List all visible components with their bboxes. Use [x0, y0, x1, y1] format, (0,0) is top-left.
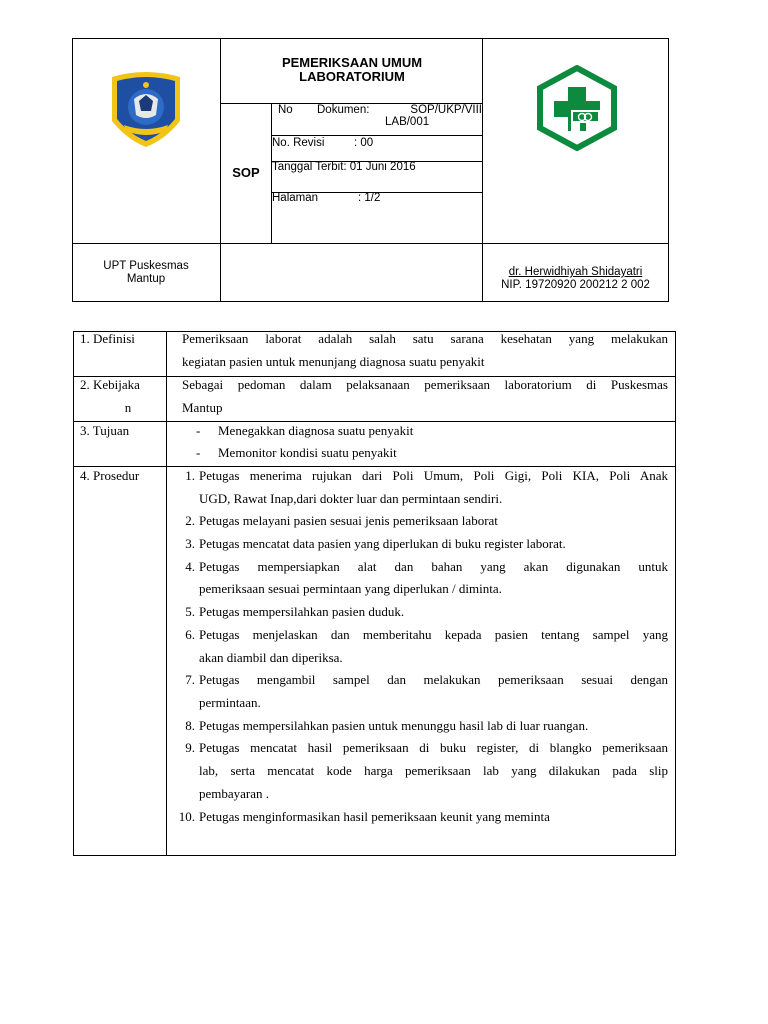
step-number: 10. — [178, 808, 195, 824]
step-text-line: Petugas mempersilahkan pasien duduk. — [199, 604, 405, 620]
sop-label: SOP — [232, 165, 260, 180]
org-line: Mantup — [126, 273, 166, 285]
text-line: Sebagai pedoman dalam pelaksanaan pemeriksaan laboratorium di Puskesmas — [182, 377, 668, 392]
page-key: Halaman — [272, 192, 319, 204]
step-number: 1. — [185, 468, 195, 483]
list-item-text: Memonitor kondisi suatu penyakit — [218, 445, 397, 460]
step-text-line: permintaan. — [199, 694, 261, 710]
step-number: 7. — [185, 672, 195, 688]
divider — [271, 135, 482, 136]
divider — [73, 243, 669, 244]
org-line: UPT Puskesmas — [103, 260, 189, 272]
revision-number — [272, 137, 373, 149]
step-text-line: Petugas mengambil sampel dan melakukan pemeriksaan sesuai dengan — [199, 672, 668, 688]
step-text-line: Petugas menjelaskan dan memberitahu kepada pasien tentang sampel yang — [199, 626, 668, 642]
definisi-text — [182, 328, 668, 373]
step-text-line: Petugas mencatat hasil pemeriksaan di buku register, di blangko pemeriksaan — [199, 740, 668, 756]
list-item: - Menegakkan diagnosa suatu penyakit — [196, 423, 414, 438]
step-text-line: Petugas mencatat data pasien yang diperlukan di buku register laborat. — [199, 536, 566, 552]
page-number — [272, 192, 380, 204]
step-number: 5. — [185, 604, 195, 620]
signer-name: dr. Herwidhiyah Shidayatri — [508, 266, 643, 278]
sop-content-table — [73, 331, 676, 856]
section-label-kebijakan — [80, 374, 164, 419]
text-line: kegiatan pasien untuk menunjang diagnosa suatu penyakit — [182, 353, 485, 369]
step-text-line: lab, serta mencatat kode harga pemeriksaan lab yang dilakukan pada slip — [199, 763, 668, 779]
title-line: PEMERIKSAAN UMUM — [281, 55, 423, 70]
label-line: n — [124, 399, 132, 415]
step-number: 2. — [185, 513, 195, 529]
doc-number-value: LAB/001 — [385, 116, 430, 128]
step-number: 8. — [185, 717, 195, 733]
step-text-line: UGD, Rawat Inap,dari dokter luar dan permintaan sendiri. — [199, 490, 503, 506]
list-item-text: Menegakkan diagnosa suatu penyakit — [218, 423, 414, 438]
step-number: 9. — [185, 740, 195, 756]
section-label-definisi: 1. Definisi — [80, 331, 135, 346]
regency-emblem-icon — [106, 69, 186, 149]
step-text-line: Petugas menginformasikan hasil pemeriksaan keunit yang meminta — [199, 808, 550, 824]
puskesmas-cross-icon — [536, 65, 618, 151]
step-text-line: pembayaran . — [199, 785, 270, 801]
step-text-line: Petugas menerima rujukan dari Poli Umum, Poli Gigi, Poli KIA, Poli Anak — [199, 468, 668, 483]
doc-number-value: SOP/UKP/VIII — [410, 104, 482, 116]
step-text-line: akan diambil dan diperiksa. — [199, 649, 343, 665]
step-number: 4. — [185, 558, 195, 574]
signer-nip: NIP. 19720920 200212 2 002 — [501, 279, 650, 291]
doc-number-key: Dokumen: — [317, 104, 370, 116]
step-number: 6. — [185, 626, 195, 642]
organization-name — [73, 260, 219, 286]
step-text-line: Petugas mempersiapkan alat dan bahan yang akan digunakan untuk — [199, 558, 668, 574]
revision-key: No. Revisi — [272, 137, 325, 149]
title-line: LABORATORIUM — [299, 69, 405, 84]
step-text-line: Petugas melayani pasien sesuai jenis pemeriksaan laborat — [199, 513, 498, 529]
signature-block — [483, 266, 668, 292]
kebijakan-text — [182, 374, 668, 419]
page-value: : 1/2 — [358, 192, 381, 204]
revision-value: : 00 — [354, 137, 374, 149]
step-text-line: Petugas mempersilahkan pasien untuk menunggu hasil lab di luar ruangan. — [199, 717, 589, 733]
sop-header — [72, 38, 669, 302]
step-text-line: pemeriksaan sesuai permintaan yang diperlukan / diminta. — [199, 581, 502, 597]
issue-date: Tanggal Terbit: 01 Juni 2016 — [272, 161, 416, 173]
step-number: 3. — [185, 536, 195, 552]
section-label-prosedur: 4. Prosedur — [80, 468, 140, 483]
document-number — [272, 104, 484, 134]
divider — [166, 332, 167, 856]
section-label-tujuan: 3. Tujuan — [80, 423, 130, 438]
text-line: Mantup — [182, 399, 223, 415]
page-title — [221, 56, 483, 84]
text-line: Pemeriksaan laborat adalah salah satu sarana kesehatan yang melakukan — [182, 331, 668, 346]
doc-number-key: No — [278, 104, 293, 116]
list-item: - Memonitor kondisi suatu penyakit — [196, 445, 397, 460]
label-line: 2. Kebijaka — [80, 377, 140, 392]
